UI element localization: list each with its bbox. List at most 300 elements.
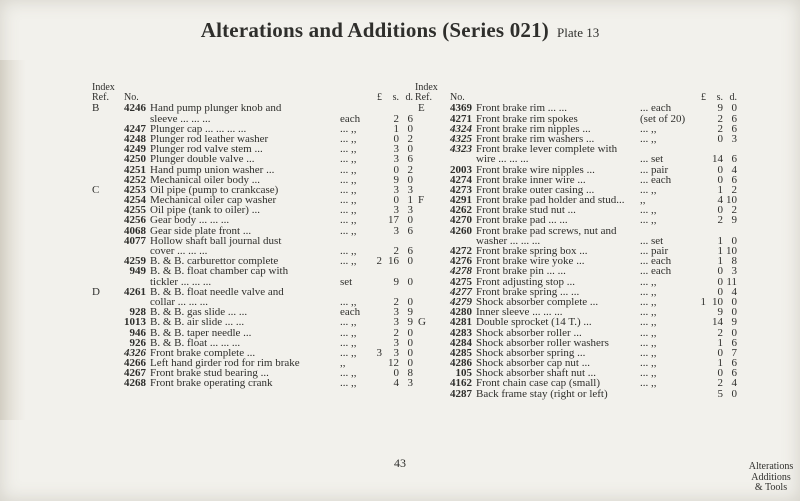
price-pence: 6	[731, 122, 737, 135]
column-header-line1	[92, 83, 414, 93]
unit: (set of 20)	[640, 112, 686, 125]
part-number: 4277	[450, 285, 472, 298]
price-shillings: 0	[393, 194, 399, 207]
price-shillings: 3	[393, 316, 399, 329]
unit: ... ,,	[640, 122, 657, 135]
price-shillings: 12	[388, 357, 399, 370]
price-shillings: 0	[717, 163, 723, 176]
price-pence: 10	[726, 245, 737, 257]
part-description: Plunger cap ... ... ... ...	[150, 122, 247, 135]
part-number: 4077	[124, 234, 146, 247]
price-shillings: 3	[393, 346, 399, 359]
price-shillings: 3	[393, 183, 399, 196]
left-rows	[92, 103, 414, 388]
price-pence: 4	[731, 163, 737, 176]
part-description: cover ... ... ...	[150, 245, 208, 257]
unit: ... ,,	[340, 173, 357, 186]
price-pence: 6	[731, 173, 737, 186]
part-description: Front brake rim spokes	[476, 112, 578, 125]
part-number: 4246	[124, 102, 146, 115]
part-description: Front brake pad ... ...	[476, 214, 568, 227]
part-number: 4273	[450, 183, 472, 196]
unit: ... ,,	[340, 153, 357, 166]
price-shillings: 1	[717, 183, 723, 196]
part-number: 4266	[124, 357, 146, 370]
price-pounds: 3	[376, 346, 382, 359]
unit: ... ,,	[640, 326, 657, 339]
part-description: Front brake rim ... ...	[476, 102, 568, 115]
part-description: B. & B. taper needle ...	[150, 326, 252, 339]
part-description: Hand pump plunger knob and	[150, 102, 282, 115]
unit: ... ,,	[640, 214, 657, 227]
part-number: 4260	[450, 224, 472, 237]
part-description: Front brake spring box ...	[476, 245, 588, 257]
price-pence: 0	[407, 122, 413, 135]
part-row	[92, 378, 414, 388]
part-number: 4255	[124, 204, 146, 217]
parts-list-right	[415, 82, 743, 400]
price-pence: 8	[731, 255, 737, 268]
pound-heading: £	[701, 92, 706, 104]
unit: ... ,,	[340, 245, 357, 257]
part-number: 4261	[124, 285, 146, 298]
price-pence: 9	[731, 214, 737, 227]
price-shillings: 0	[393, 132, 399, 145]
price-pence: 6	[731, 367, 737, 380]
unit: ... each	[640, 255, 672, 268]
index-ref: F	[418, 194, 425, 207]
part-description: Plunger rod valve stem ...	[150, 143, 263, 156]
part-number: 4278	[450, 265, 472, 278]
part-number: 4256	[124, 214, 146, 227]
unit: ... ,,	[340, 132, 357, 145]
price-pence: 6	[407, 112, 413, 125]
price-pence: 0	[731, 234, 737, 247]
part-number: 4252	[124, 173, 146, 186]
part-number: 4275	[450, 275, 472, 288]
unit: ... ,,	[640, 316, 657, 329]
price-pence: 0	[407, 275, 413, 288]
part-description: Plunger rod leather washer	[150, 132, 269, 145]
price-pence: 4	[731, 285, 737, 298]
price-shillings: 0	[717, 204, 723, 217]
unit: ... ,,	[340, 367, 357, 380]
unit: ... ,,	[640, 204, 657, 217]
part-row	[92, 103, 414, 113]
unit: each	[340, 112, 361, 125]
part-description: B. & B. carburettor complete	[150, 255, 279, 268]
unit: ... ,,	[340, 194, 357, 207]
unit: ... ,,	[340, 122, 357, 135]
price-pence: 7	[731, 346, 737, 359]
part-description: Oil pipe (pump to crankcase)	[150, 183, 279, 196]
part-number: 4248	[124, 132, 146, 145]
unit: ... ,,	[340, 214, 357, 227]
unit: ... ,,	[640, 357, 657, 370]
price-shillings: 17	[388, 214, 399, 227]
part-description: Front brake rim washers ...	[476, 132, 595, 145]
part-description: Front brake stud bearing ...	[150, 367, 269, 380]
part-number: 4268	[124, 377, 146, 390]
price-shillings: 0	[717, 173, 723, 186]
price-pence: 1	[407, 194, 413, 207]
part-number: 4324	[450, 122, 472, 135]
part-number: 2003	[450, 163, 472, 176]
part-number: 4291	[450, 194, 472, 207]
price-pence: 2	[407, 132, 413, 145]
part-row	[418, 226, 743, 236]
pence-heading: d.	[405, 92, 413, 104]
unit: ... set	[640, 153, 664, 166]
price-shillings: 1	[393, 122, 399, 135]
page-number: 43	[394, 456, 406, 470]
part-description: Mechanical oiler cap washer	[150, 194, 277, 207]
unit: ... ,,	[340, 224, 357, 237]
index-ref: C	[92, 183, 100, 196]
part-number: 4326	[124, 346, 146, 359]
price-pence: 3	[731, 265, 737, 278]
part-row	[418, 154, 743, 164]
index-ref: D	[92, 285, 100, 298]
price-shillings: 1	[717, 234, 723, 247]
section-tab-line2: Additions	[751, 471, 791, 483]
price-shillings: 1	[717, 336, 723, 349]
price-pence: 0	[407, 173, 413, 186]
part-description: Front chain case cap (small)	[476, 377, 601, 390]
part-description: Front brake inner wire ...	[476, 173, 586, 186]
part-description: Gear body ... ... ...	[150, 214, 230, 227]
price-pence: 6	[407, 245, 413, 257]
unit: ... ,,	[340, 183, 357, 196]
part-description: Shock absorber roller washers	[476, 336, 609, 349]
unit: ... ,,	[640, 346, 657, 359]
unit: ... ,,	[340, 336, 357, 349]
part-number: 946	[129, 326, 146, 339]
price-shillings: 0	[717, 275, 723, 288]
part-number: 926	[129, 336, 146, 349]
price-shillings: 9	[393, 275, 399, 288]
price-shillings: 4	[393, 377, 399, 390]
price-shillings: 16	[388, 255, 399, 268]
price-pence: 2	[407, 163, 413, 176]
price-shillings: 3	[393, 204, 399, 217]
price-pence: 0	[407, 255, 413, 268]
unit: ... ,,	[340, 377, 357, 390]
unit: each	[340, 306, 361, 319]
part-number: 4323	[450, 143, 472, 156]
section-tab	[744, 462, 798, 494]
part-number: 4286	[450, 357, 472, 370]
part-description: Front adjusting stop ...	[476, 275, 576, 288]
part-description: B. & B. float needle valve and	[150, 285, 284, 298]
part-number: 4285	[450, 346, 472, 359]
unit: ... ,,	[640, 336, 657, 349]
unit: ... ,,	[340, 295, 357, 308]
part-number: 4283	[450, 326, 472, 339]
index-ref: B	[92, 102, 100, 115]
index-ref: G	[418, 316, 426, 329]
price-shillings: 0	[717, 346, 723, 359]
part-description: collar ... ... ...	[150, 295, 209, 308]
part-description: Mechanical oiler body ...	[150, 173, 260, 186]
price-pence: 0	[407, 346, 413, 359]
unit: ... ,,	[340, 326, 357, 339]
part-number: 4068	[124, 224, 146, 237]
price-shillings: 2	[393, 245, 399, 257]
price-pence: 2	[731, 183, 737, 196]
price-shillings: 0	[717, 132, 723, 145]
part-description: Front brake spring ... ...	[476, 285, 580, 298]
price-pence: 0	[407, 295, 413, 308]
no-heading: No.	[124, 92, 139, 104]
unit: ,,	[640, 194, 646, 207]
unit: ... each	[640, 265, 672, 278]
price-pence: 6	[731, 357, 737, 370]
price-pence: 3	[407, 377, 413, 390]
price-shillings: 2	[717, 326, 723, 339]
part-number: 4271	[450, 112, 472, 125]
price-pence: 0	[407, 336, 413, 349]
part-row	[92, 154, 414, 164]
part-number: 4272	[450, 245, 472, 257]
price-pence: 6	[731, 112, 737, 125]
ref-heading: Ref.	[415, 92, 432, 104]
part-number: 4274	[450, 173, 472, 186]
unit: ... pair	[640, 245, 669, 257]
part-row	[418, 389, 743, 399]
part-number: 928	[129, 306, 146, 319]
unit: ... ,,	[340, 255, 357, 268]
part-description: Front brake pin ... ...	[476, 265, 566, 278]
unit: ... ,,	[640, 285, 657, 298]
part-description: Hollow shaft ball journal dust	[150, 234, 282, 247]
part-description: Left hand girder rod for rim brake	[150, 357, 300, 370]
shilling-heading: s.	[392, 92, 399, 104]
part-row	[418, 317, 743, 327]
part-description: Shock absorber spring ...	[476, 346, 586, 359]
price-shillings: 14	[712, 316, 723, 329]
no-heading: No.	[450, 92, 465, 104]
price-pence: 3	[407, 204, 413, 217]
price-pence: 4	[731, 377, 737, 390]
part-description: Front brake outer casing ...	[476, 183, 595, 196]
part-number: 4254	[124, 194, 146, 207]
price-shillings: 2	[717, 112, 723, 125]
part-description: Front brake stud nut ...	[476, 204, 576, 217]
pound-heading: £	[377, 92, 382, 104]
price-pence: 0	[731, 306, 737, 319]
price-pence: 0	[731, 387, 737, 400]
part-number: 4262	[450, 204, 472, 217]
unit: ... ,,	[640, 306, 657, 319]
part-description: Front brake wire yoke ...	[476, 255, 585, 268]
price-pence: 3	[407, 183, 413, 196]
price-shillings: 2	[717, 214, 723, 227]
price-pence: 0	[731, 326, 737, 339]
part-description: Front brake operating crank	[150, 377, 273, 390]
price-pence: 0	[407, 326, 413, 339]
price-shillings: 0	[717, 367, 723, 380]
section-tab-line1: Alterations	[748, 461, 794, 472]
price-pence: 8	[407, 367, 413, 380]
part-description: Shock absorber shaft nut ...	[476, 367, 597, 380]
unit: ... ,,	[340, 204, 357, 217]
part-description: Front brake lever complete with	[476, 143, 618, 156]
part-description: Inner sleeve ... ... ...	[476, 306, 563, 319]
part-number: 4284	[450, 336, 472, 349]
price-shillings: 14	[712, 153, 723, 166]
part-number: 4253	[124, 183, 146, 196]
price-pence: 6	[731, 336, 737, 349]
part-description: Oil pipe (tank to oiler) ...	[150, 204, 260, 217]
unit: ... set	[640, 234, 664, 247]
price-shillings: 1	[717, 245, 723, 257]
part-number: 1013	[124, 316, 146, 329]
part-number: 949	[129, 265, 146, 278]
unit: ... ,,	[640, 295, 657, 308]
part-description: Gear side plate front ...	[150, 224, 252, 237]
unit: ... ,,	[640, 367, 657, 380]
index-ref: E	[418, 102, 425, 115]
unit: ... ,,	[340, 143, 357, 156]
part-number: 4279	[450, 295, 472, 308]
part-description: wire ... ... ...	[476, 153, 529, 166]
price-shillings: 1	[717, 255, 723, 268]
price-pence: 6	[407, 153, 413, 166]
price-shillings: 2	[393, 326, 399, 339]
price-pence: 11	[726, 275, 737, 288]
part-description: Front brake complete ...	[150, 346, 256, 359]
part-description: tickler ... ... ...	[150, 275, 212, 288]
part-description: B. & B. gas slide ... ...	[150, 306, 248, 319]
part-description: washer ... ... ...	[476, 234, 541, 247]
part-description: Front brake rim nipples ...	[476, 122, 591, 135]
price-pence: 0	[731, 102, 737, 115]
part-number: 105	[455, 367, 472, 380]
price-shillings: 3	[393, 306, 399, 319]
part-number: 4267	[124, 367, 146, 380]
part-description: Shock absorber cap nut ...	[476, 357, 590, 370]
part-description: Plunger double valve ...	[150, 153, 255, 166]
price-shillings: 2	[393, 295, 399, 308]
index-heading: Index	[415, 82, 438, 93]
price-shillings: 2	[717, 122, 723, 135]
unit: set	[340, 275, 353, 288]
price-pence: 0	[407, 214, 413, 227]
price-shillings: 9	[393, 173, 399, 186]
part-row	[92, 287, 414, 297]
unit: ... ,,	[640, 377, 657, 390]
part-description: sleeve ... ... ...	[150, 112, 211, 125]
shilling-heading: s.	[716, 92, 723, 104]
part-number: 4162	[450, 377, 472, 390]
price-shillings: 2	[393, 112, 399, 125]
part-number: 4325	[450, 132, 472, 145]
unit: ... ,,	[640, 183, 657, 196]
part-description: Double sprocket (14 T.) ...	[476, 316, 592, 329]
part-description: Shock absorber roller ...	[476, 326, 582, 339]
unit: ,,	[340, 357, 346, 370]
price-pence: 9	[407, 306, 413, 319]
part-number: 4281	[450, 316, 472, 329]
unit: ... each	[640, 102, 672, 115]
section-tab-line3: & Tools	[754, 482, 788, 493]
price-shillings: 9	[717, 102, 723, 115]
unit: ... ,,	[640, 132, 657, 145]
part-row	[92, 236, 414, 246]
price-shillings: 3	[393, 153, 399, 166]
part-description: Front brake pad screws, nut and	[476, 224, 617, 237]
part-number: 4287	[450, 387, 472, 400]
price-pounds: 2	[376, 255, 382, 268]
part-description: Shock absorber complete ...	[476, 295, 599, 308]
unit: ... pair	[640, 163, 669, 176]
price-shillings: 3	[393, 336, 399, 349]
part-description: B. & B. float ... ... ...	[150, 336, 241, 349]
unit: ... each	[640, 173, 672, 186]
price-shillings: 0	[393, 163, 399, 176]
price-shillings: 0	[717, 285, 723, 298]
price-shillings: 3	[393, 224, 399, 237]
ref-heading: Ref.	[92, 92, 109, 104]
right-rows	[418, 103, 743, 398]
part-number: 4270	[450, 214, 472, 227]
price-pence: 10	[726, 194, 737, 207]
price-shillings: 4	[717, 194, 723, 207]
price-shillings: 1	[717, 357, 723, 370]
part-row	[92, 317, 414, 327]
price-shillings: 0	[393, 367, 399, 380]
unit: ... ,,	[340, 346, 357, 359]
part-number: 4250	[124, 153, 146, 166]
pence-heading: d.	[729, 92, 737, 104]
parts-list-left	[92, 83, 414, 389]
price-pence: 6	[407, 224, 413, 237]
price-pence: 0	[407, 357, 413, 370]
part-description: B. & B. float chamber cap with	[150, 265, 289, 278]
price-pence: 2	[731, 204, 737, 217]
part-row	[92, 266, 414, 276]
part-number: 4259	[124, 255, 146, 268]
page-header	[0, 18, 800, 43]
price-shillings: 9	[717, 306, 723, 319]
part-description: Front brake pad holder and stud...	[476, 194, 625, 207]
price-pounds: 1	[700, 295, 706, 308]
part-number: 4249	[124, 143, 146, 156]
price-pence: 9	[407, 316, 413, 329]
unit: ... ,,	[640, 275, 657, 288]
part-number: 4369	[450, 102, 472, 115]
price-pence: 9	[731, 316, 737, 329]
column-header-line1	[415, 82, 743, 93]
part-number: 4280	[450, 306, 472, 319]
part-number: 4247	[124, 122, 146, 135]
unit: ... ,,	[340, 316, 357, 329]
price-shillings: 0	[717, 265, 723, 278]
part-number: 4251	[124, 163, 146, 176]
plate-label: Plate 13	[557, 25, 600, 40]
unit: ... ,,	[340, 163, 357, 176]
part-row	[418, 144, 743, 154]
part-description: Hand pump union washer ...	[150, 163, 275, 176]
price-shillings: 10	[712, 295, 723, 308]
part-description: Back frame stay (right or left)	[476, 387, 608, 400]
price-pence: 6	[731, 153, 737, 166]
index-heading: Index	[92, 82, 115, 93]
price-shillings: 3	[393, 143, 399, 156]
part-number: 4276	[450, 255, 472, 268]
part-description: B. & B. air slide ... ...	[150, 316, 245, 329]
